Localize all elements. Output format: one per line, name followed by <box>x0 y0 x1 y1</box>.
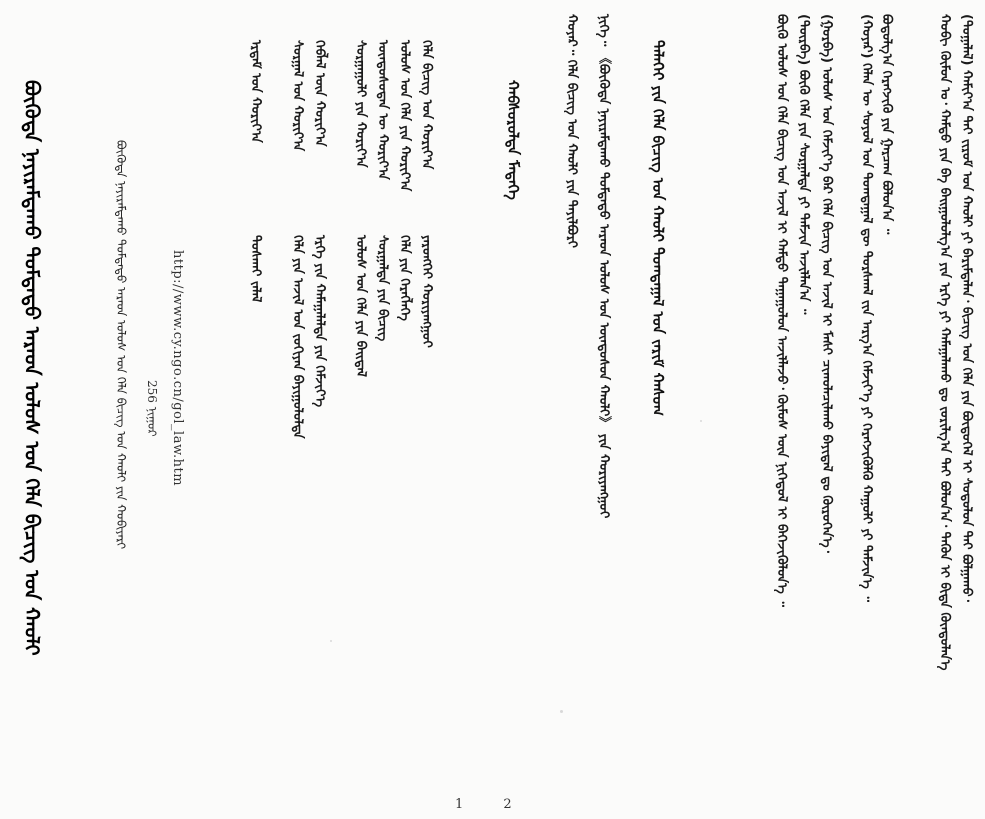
body-column-1: (ᠲᠣᠭᠠᠯᠠᠯ) ᠬᠠᠮᠢᠶ᠎ᠠ ᠲᠠᠢ ᠵᠢᠷᠤᠮ ᠤᠨ ᠬᠠᠤᠯᠢ ᠶᠢ ᠪᠠᠷᠢᠮᠲᠠᠯᠠᠨ᠂ ᠪᠢᠴᠢᠭ ᠤᠨ ᠬᠡᠯᠡ ᠶᠢᠨ ᠪᠦᠲᠦᠭᠡᠯ ᠢ ᠰᠤᠳᠤᠯᠤᠨ ᠲᠠᠢ ᠪᠣᠯᠭᠠᠬᠤ᠂ <box>959 14 974 602</box>
list-right-item: ᠤᠯᠤᠰ ᠤᠨ ᠬᠡᠯᠡ ᠶᠢᠨ ᠪᠠᠢᠳᠠᠯ <box>353 235 368 377</box>
footer-page-numbers: 1 2 <box>455 797 530 812</box>
scan-speck <box>330 640 332 642</box>
body-column-4: (ᠬᠣᠶᠠᠷ) ᠬᠡᠯᠡᠨ ᠦ ᠰᠣᠶᠣᠯ ᠤᠨ ᠲᠣᠭᠲᠠᠭᠠᠯ ᠳᠦ ᠳᠤᠷᠰᠬᠠᠯ ᠵᠢᠨ ᠠᠷᠭ᠎ᠠ ᠬᠡᠮᠵᠢᠶ᠎ᠡ ᠶᠢ ᠬᠡᠷᠡᠭ᠌ᠵᠢᠭᠦᠯᠬᠦ ᠬᠠᠭᠤᠯᠢ ᠶᠢ ᠳᠡᠮᠵᠢᠨ᠎ᠡ ᠃ <box>859 14 874 602</box>
scan-speck <box>560 710 563 713</box>
subheading: ᠬᠠᠪᠰᠤᠷᠤᠯᠲᠠ ᠮᠡᠳᠡᠭᠡ <box>504 80 522 200</box>
list-right-item: ᠰᠤᠷᠭᠠᠯᠲᠠ ᠶᠢᠨ ᠪᠢᠴᠢᠭ <box>375 235 390 342</box>
list-left-item: ᠰᠤᠷᠭᠠᠭᠤᠯᠢ ᠶᠢᠨ ᠬᠣᠷᠢᠶ᠎ᠠ <box>353 40 368 168</box>
list-left-item: ᠤᠯᠤᠰ ᠤᠨ ᠬᠡᠯᠡ ᠶᠢᠨ ᠬᠣᠷᠢᠶ᠎ᠠ <box>397 40 412 192</box>
list-left-item: ᠦᠨᠳᠦᠰᠦᠲᠡᠨ ᠦ ᠬᠣᠷᠢᠶ᠎ᠠ <box>375 40 390 180</box>
list-left-item: ᠬᠡᠪᠯᠡᠯ ᠦᠨ ᠬᠣᠷᠢᠶ᠎ᠠ <box>312 40 327 147</box>
source-page-number: 256 ᠨᠢᠭᠤᠷ <box>145 380 159 437</box>
list-left-item: ᠰᠤᠷᠭᠠᠯ ᠤᠨ ᠬᠣᠷᠢᠶ᠎ᠠ <box>290 40 305 152</box>
scan-speck <box>700 420 702 422</box>
list-right-item: ᠶᠡᠷᠦᠩᠬᠡᠢ ᠬᠤᠷᠢᠶᠠᠩᠭᠤᠢ <box>419 235 434 348</box>
body-column-2: ᠬᠤᠪᠢ ᠬᠦᠮᠦᠨ ᠤ᠂ ᠬᠠᠮᠲᠤ ᠶᠢᠨ ᠪᠠ ᠪᠠᠢᠭᠤᠯᠤᠯᠭ᠎ᠠ ᠶᠢᠨ ᠡᠷᠬᠡ ᠶᠢ ᠬᠠᠮᠠᠭᠠᠯᠠᠬᠤ ᠳᠤ ᠵᠣᠷᠢᠯᠭ᠎ᠠ ᠲᠠᠢ ᠪᠣᠯᠤᠨ᠎ᠠ᠂ ᠲᠡᠭᠦᠨ ᠢ ᠪᠢᠳᠡ ᠬᠦᠨᠳᠦᠯᠡᠨ᠎ᠡ <box>937 14 952 671</box>
list-right-item: ᠡᠷᠬᠡ ᠶᠢᠨ ᠬᠠᠮᠠᠭᠠᠯᠠᠯᠲᠠ ᠶᠢᠨ ᠬᠡᠮᠵᠢᠶ᠎ᠡ <box>312 235 327 408</box>
list-left-item: ᠡᠷᠳᠡᠮ ᠤᠨ ᠬᠣᠷᠢᠶ᠎ᠠ <box>248 40 263 143</box>
body-column-3: ᠪᠣᠳᠣᠯᠭ᠎ᠠ ᠬᠡᠷᠡᠭ᠌ᠵᠢᠬᠦ ᠶᠢᠨ ᠭᠠᠷᠴᠠᠭ ᠪᠣᠯᠤᠨ᠎ᠠ ᠃ <box>879 14 894 235</box>
source-url: http://www.cy.ngo.cn/gol_law.htm <box>170 250 185 487</box>
body-column-6: (ᠳᠥᠷᠪᠡ) ᠪᠦᠬᠦ ᠬᠡᠯᠡ ᠶᠢᠨ ᠰᠤᠷᠭᠠᠯᠲᠠ ᠶᠢ ᠳᠡᠮᠵᠢᠨ ᠠᠵᠢᠯᠯᠠᠨ᠎ᠠ ᠃ <box>796 14 811 315</box>
list-right-item: ᠬᠡᠯᠡ ᠶᠢᠨ ᠬᠡᠷᠡᠭ᠌ᠯᠡᠭᠡ <box>397 235 412 321</box>
note-line-1: ᠨᠢᠭᠡ᠃ 《ᠪᠦᠭᠦᠳᠡ ᠨᠠᠶᠢᠷᠠᠮᠳᠠᠬᠤ ᠳᠤᠮᠳᠠᠳᠤ ᠠᠷᠠᠳ ᠤᠯᠤᠰ ᠤᠨ ᠦᠨᠳᠦᠰᠦᠨ ᠬᠠᠤᠯᠢ》 ᠶᠢᠨ ᠬᠤᠷᠢᠶᠠᠩᠭᠤᠢ <box>596 14 611 519</box>
body-column-7: ᠪᠦᠬᠦ ᠤᠯᠤᠰ ᠤᠨ ᠬᠡᠯᠡ ᠪᠢᠴᠢᠭ ᠤᠨ ᠠᠵᠢᠯ ᠢ ᠬᠠᠮᠲᠤ ᠳᠠᠭᠠᠭᠤᠯᠤᠨ ᠠᠵᠢᠯᠯᠠᠵᠤ᠂ ᠬᠦᠮᠦᠰ ᠦᠨ ᠨᠢᠭᠡᠳᠦᠯ ᠢ ᠪᠡᠭᠡᠵᠢᠭᠦᠯᠦᠨ᠎ᠡ ᠃ <box>774 14 789 607</box>
note-line-2: ᠬᠣᠶᠠᠷ᠃ ᠬᠡᠯᠡ ᠪᠢᠴᠢᠭ ᠤᠨ ᠬᠠᠤᠯᠢ ᠶᠢᠨ ᠲᠠᠶᠢᠯᠪᠤᠷᠢ <box>564 14 579 248</box>
list-left-item: ᠬᠡᠯᠡ ᠪᠢᠴᠢᠭ ᠤᠨ ᠬᠣᠷᠢᠶ᠎ᠠ <box>419 40 434 170</box>
source-line: ᠪᠦᠭᠦᠳᠡ ᠨᠠᠶᠢᠷᠠᠮᠳᠠᠬᠤ ᠳᠤᠮᠳᠠᠳᠤ ᠠᠷᠠᠳ ᠤᠯᠤᠰ ᠤᠨ ᠬᠡᠯᠡ ᠪᠢᠴᠢᠭ ᠤᠨ ᠬᠠᠤᠯᠢ ᠶᠢᠨ ᠬᠤᠪᠢᠶᠠᠷᠢ <box>114 140 128 550</box>
body-column-5: (ᠭᠤᠷᠪᠠ) ᠤᠯᠤᠰ ᠤᠨ ᠬᠡᠮᠵᠢᠶ᠎ᠡ ᠪᠡᠷ ᠬᠡᠯᠡ ᠪᠢᠴᠢᠭ ᠤᠨ ᠠᠵᠢᠯ ᠢ ᠮᠠᠰᠢ ᠴᠢᠬᠤᠯᠠᠴᠢᠯᠠᠬᠤ ᠪᠠᠶᠢᠳᠠᠯ ᠳᠤ ᠬᠦᠷᠦᠭᠡᠨ᠎ᠡ᠂ <box>819 14 834 553</box>
list-right-item: ᠲᠤᠰᠬᠠᠢ ᠵᠠᠯᠠᠯ <box>248 235 263 303</box>
section-heading: ᠳᠡᠯᠡᠬᠡᠢ ᠶᠢᠨ ᠬᠡᠯᠡ ᠪᠢᠴᠢᠭ ᠤᠨ ᠬᠠᠤᠯᠢ ᠲᠣᠭᠲᠠᠭᠠᠯ ᠤᠨ ᠵᠠᠷᠢᠮ ᠬᠠᠰᠤᠭ <box>649 40 667 416</box>
list-right-item: ᠬᠡᠯᠡ ᠶᠢᠨ ᠠᠵᠢᠯ ᠤᠨ ᠵᠣᠬᠢᠶᠠᠨ ᠪᠠᠶᠢᠭᠤᠯᠤᠯᠲᠠ <box>290 235 305 439</box>
document-title: ᠪᠦᠭᠦᠳᠡ ᠨᠠᠶᠢᠷᠠᠮᠳᠠᠬᠤ ᠳᠤᠮᠳᠠᠳᠤ ᠠᠷᠠᠳ ᠤᠯᠤᠰ ᠤᠨ ᠬᠡᠯᠡ ᠪᠢᠴᠢᠭ ᠤᠨ ᠬᠠᠤᠯᠢ <box>20 80 44 656</box>
